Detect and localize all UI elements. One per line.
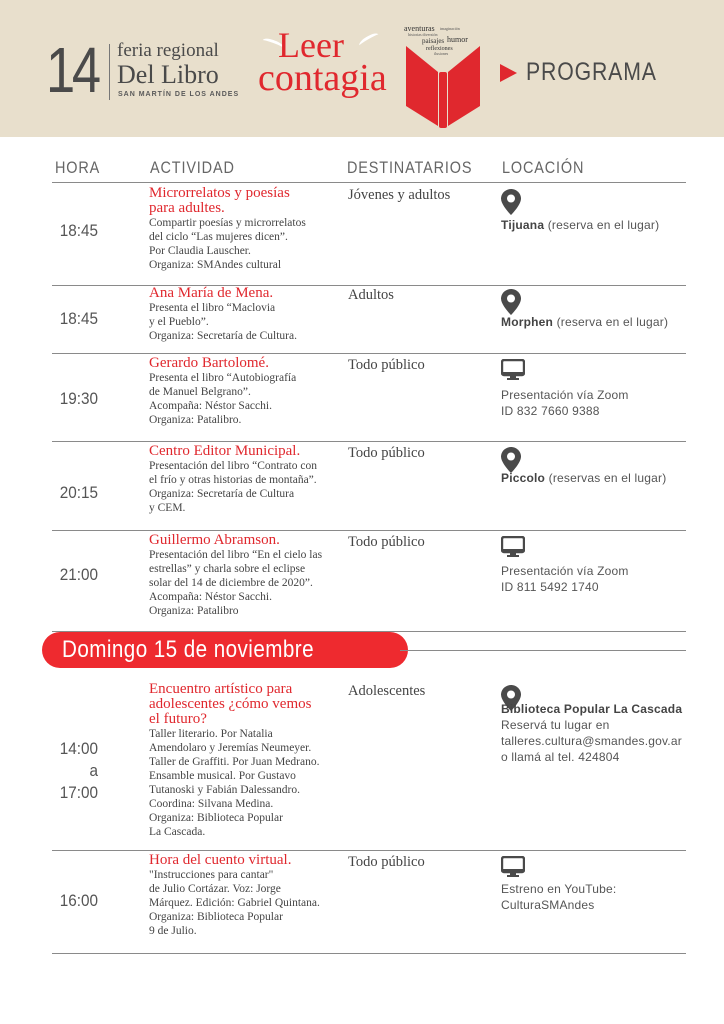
fair-title: Del Libro — [117, 60, 219, 89]
svg-text:aventuras: aventuras — [404, 24, 435, 33]
row-divider — [52, 530, 686, 531]
event-time: 18:45 — [59, 309, 98, 328]
event-location — [501, 186, 701, 233]
column-header-destinatarios: DESTINATARIOS — [347, 158, 473, 177]
fair-location: SAN MARTÍN DE LOS ANDES — [118, 91, 240, 98]
event-description: Presenta el libro “Autobiografía de Manuel Belgrano”. Acompaña: Néstor Sacchi. Organiza: Patalibro. — [149, 372, 297, 426]
event-location — [501, 356, 701, 419]
event-title: Microrrelatos y poesías para adultes. — [149, 185, 290, 216]
location-name: Morphen — [501, 315, 554, 329]
location-text — [501, 470, 701, 486]
location-text — [501, 701, 701, 765]
svg-text:historias diversión: historias diversión — [408, 32, 438, 37]
program-title: PROGRAMA — [526, 58, 657, 86]
event-time: 20:15 — [59, 483, 98, 502]
location-detail: Presentación vía Zoom ID 832 7660 9388 — [501, 388, 629, 418]
event-title: Hora del cuento virtual. — [149, 852, 292, 868]
day-divider — [400, 650, 686, 651]
schedule-row — [52, 356, 686, 438]
event-time: 19:30 — [59, 389, 98, 408]
svg-text:humor: humor — [447, 35, 468, 44]
slogan-line1: Leer — [278, 25, 344, 65]
event-description: Presenta el libro “Maclovia y el Pueblo”. Organiza: Secretaría de Cultura. — [149, 302, 297, 342]
event-activity — [149, 186, 349, 272]
monitor-icon — [501, 533, 701, 563]
column-header-actividad: ACTIVIDAD — [150, 158, 235, 177]
map-pin-icon — [501, 286, 701, 314]
event-time: 18:45 — [59, 221, 98, 240]
row-divider — [52, 353, 686, 354]
event-audience: Adultos — [348, 287, 394, 303]
event-activity — [149, 533, 349, 618]
location-detail: (reserva en el lugar) — [553, 315, 669, 329]
event-activity — [149, 682, 349, 839]
svg-text:reflexiones: reflexiones — [426, 46, 453, 52]
svg-text:imaginación: imaginación — [440, 26, 460, 31]
event-time: 14:00 a 17:00 — [59, 739, 98, 802]
fair-edition-number: 14 — [46, 34, 98, 106]
map-pin-icon — [501, 682, 701, 701]
event-activity — [149, 444, 349, 515]
column-header-hora: HORA — [55, 158, 101, 177]
event-title: Centro Editor Municipal. — [149, 443, 301, 459]
event-location — [501, 286, 701, 330]
event-title: Encuentro artístico para adolescentes ¿cómo vemos el futuro? — [149, 681, 312, 727]
location-detail: Reservá tu lugar en talleres.cultura@smandes.gov.ar o llamá al tel. 424804 — [501, 718, 682, 764]
program-label — [500, 58, 680, 87]
event-time: 16:00 — [59, 891, 98, 910]
location-name: Piccolo — [501, 471, 546, 485]
event-description: Taller literario. Por Natalia Amendolaro y Jeremías Neumeyer. Taller de Graffiti. Por Juan Medrano. Ensamble musical. Por Gustavo Tutanoski y Fabián Dalessandro. Coordina: Silvana Medina. Organiza: Biblioteca Popular La Cascada. — [149, 728, 320, 838]
schedule-row — [52, 682, 686, 847]
event-audience: Jóvenes y adultos — [348, 187, 451, 203]
event-location — [501, 444, 701, 486]
event-location — [501, 533, 701, 595]
fair-subtitle: feria regional — [117, 40, 219, 61]
event-activity — [149, 286, 349, 343]
day-label: Domingo 15 de noviembre — [62, 636, 314, 663]
location-detail: Presentación vía Zoom ID 811 5492 1740 — [501, 564, 629, 594]
event-description: Compartir poesías y microrrelatos del ciclo “Las mujeres dicen”. Por Claudia Lauscher. Organiza: SMAndes cultural — [149, 217, 306, 271]
row-divider — [52, 953, 686, 954]
play-triangle-icon — [500, 64, 517, 82]
schedule-row — [52, 444, 686, 527]
event-audience: Adolescentes — [348, 683, 426, 699]
location-text — [501, 881, 701, 913]
location-text — [501, 217, 701, 233]
svg-text:paisajes: paisajes — [422, 37, 445, 45]
monitor-icon — [501, 853, 701, 881]
event-activity — [149, 853, 349, 938]
event-description: Presentación del libro “Contrato con el frío y otras historias de montaña”. Organiza: Secretaría de Cultura y CEM. — [149, 460, 317, 514]
event-audience: Todo público — [348, 534, 425, 550]
event-time: 21:00 — [59, 565, 98, 584]
location-detail: (reservas en el lugar) — [545, 471, 667, 485]
header-band — [0, 0, 724, 137]
svg-text:ilusiones: ilusiones — [434, 51, 449, 56]
event-audience: Todo público — [348, 357, 425, 373]
event-location — [501, 853, 701, 913]
location-name: Tijuana — [501, 218, 545, 232]
location-text — [501, 314, 701, 330]
event-activity — [149, 356, 349, 427]
event-title: Ana María de Mena. — [149, 285, 274, 301]
column-header-locacion: LOCACIÓN — [502, 158, 585, 177]
schedule-row — [52, 286, 686, 350]
monitor-icon — [501, 356, 701, 387]
event-description: "Instrucciones para cantar" de Julio Cortázar. Voz: Jorge Márquez. Edición: Gabriel Quintana. Organiza: Biblioteca Popular 9 de Julio. — [149, 869, 320, 937]
header-divider — [52, 182, 686, 183]
open-book-logo-icon — [400, 22, 486, 130]
event-title: Gerardo Bartolomé. — [149, 355, 269, 371]
slogan-line2: contagia — [258, 57, 387, 99]
location-text — [501, 563, 701, 595]
event-location — [501, 682, 701, 765]
schedule-row — [52, 853, 686, 950]
fair-logo-divider — [109, 44, 110, 100]
schedule-row — [52, 533, 686, 628]
event-audience: Todo público — [348, 854, 425, 870]
event-description: Presentación del libro “En el cielo las estrellas” y charla sobre el eclipse solar del 14 de diciembre de 2020”. Acompaña: Néstor Sacchi. Organiza: Patalibro — [149, 549, 323, 617]
map-pin-icon — [501, 186, 701, 217]
schedule-row — [52, 186, 686, 282]
location-detail: Estreno en YouTube: CulturaSMAndes — [501, 882, 617, 912]
event-title: Guillermo Abramson. — [149, 532, 280, 548]
map-pin-icon — [501, 444, 701, 470]
location-text — [501, 387, 701, 419]
wing-right-icon — [357, 31, 380, 49]
location-name: Biblioteca Popular La Cascada — [501, 702, 683, 716]
event-audience: Todo público — [348, 445, 425, 461]
row-divider — [52, 441, 686, 442]
day-badge — [42, 632, 408, 668]
location-detail: (reserva en el lugar) — [544, 218, 660, 232]
row-divider — [52, 850, 686, 851]
